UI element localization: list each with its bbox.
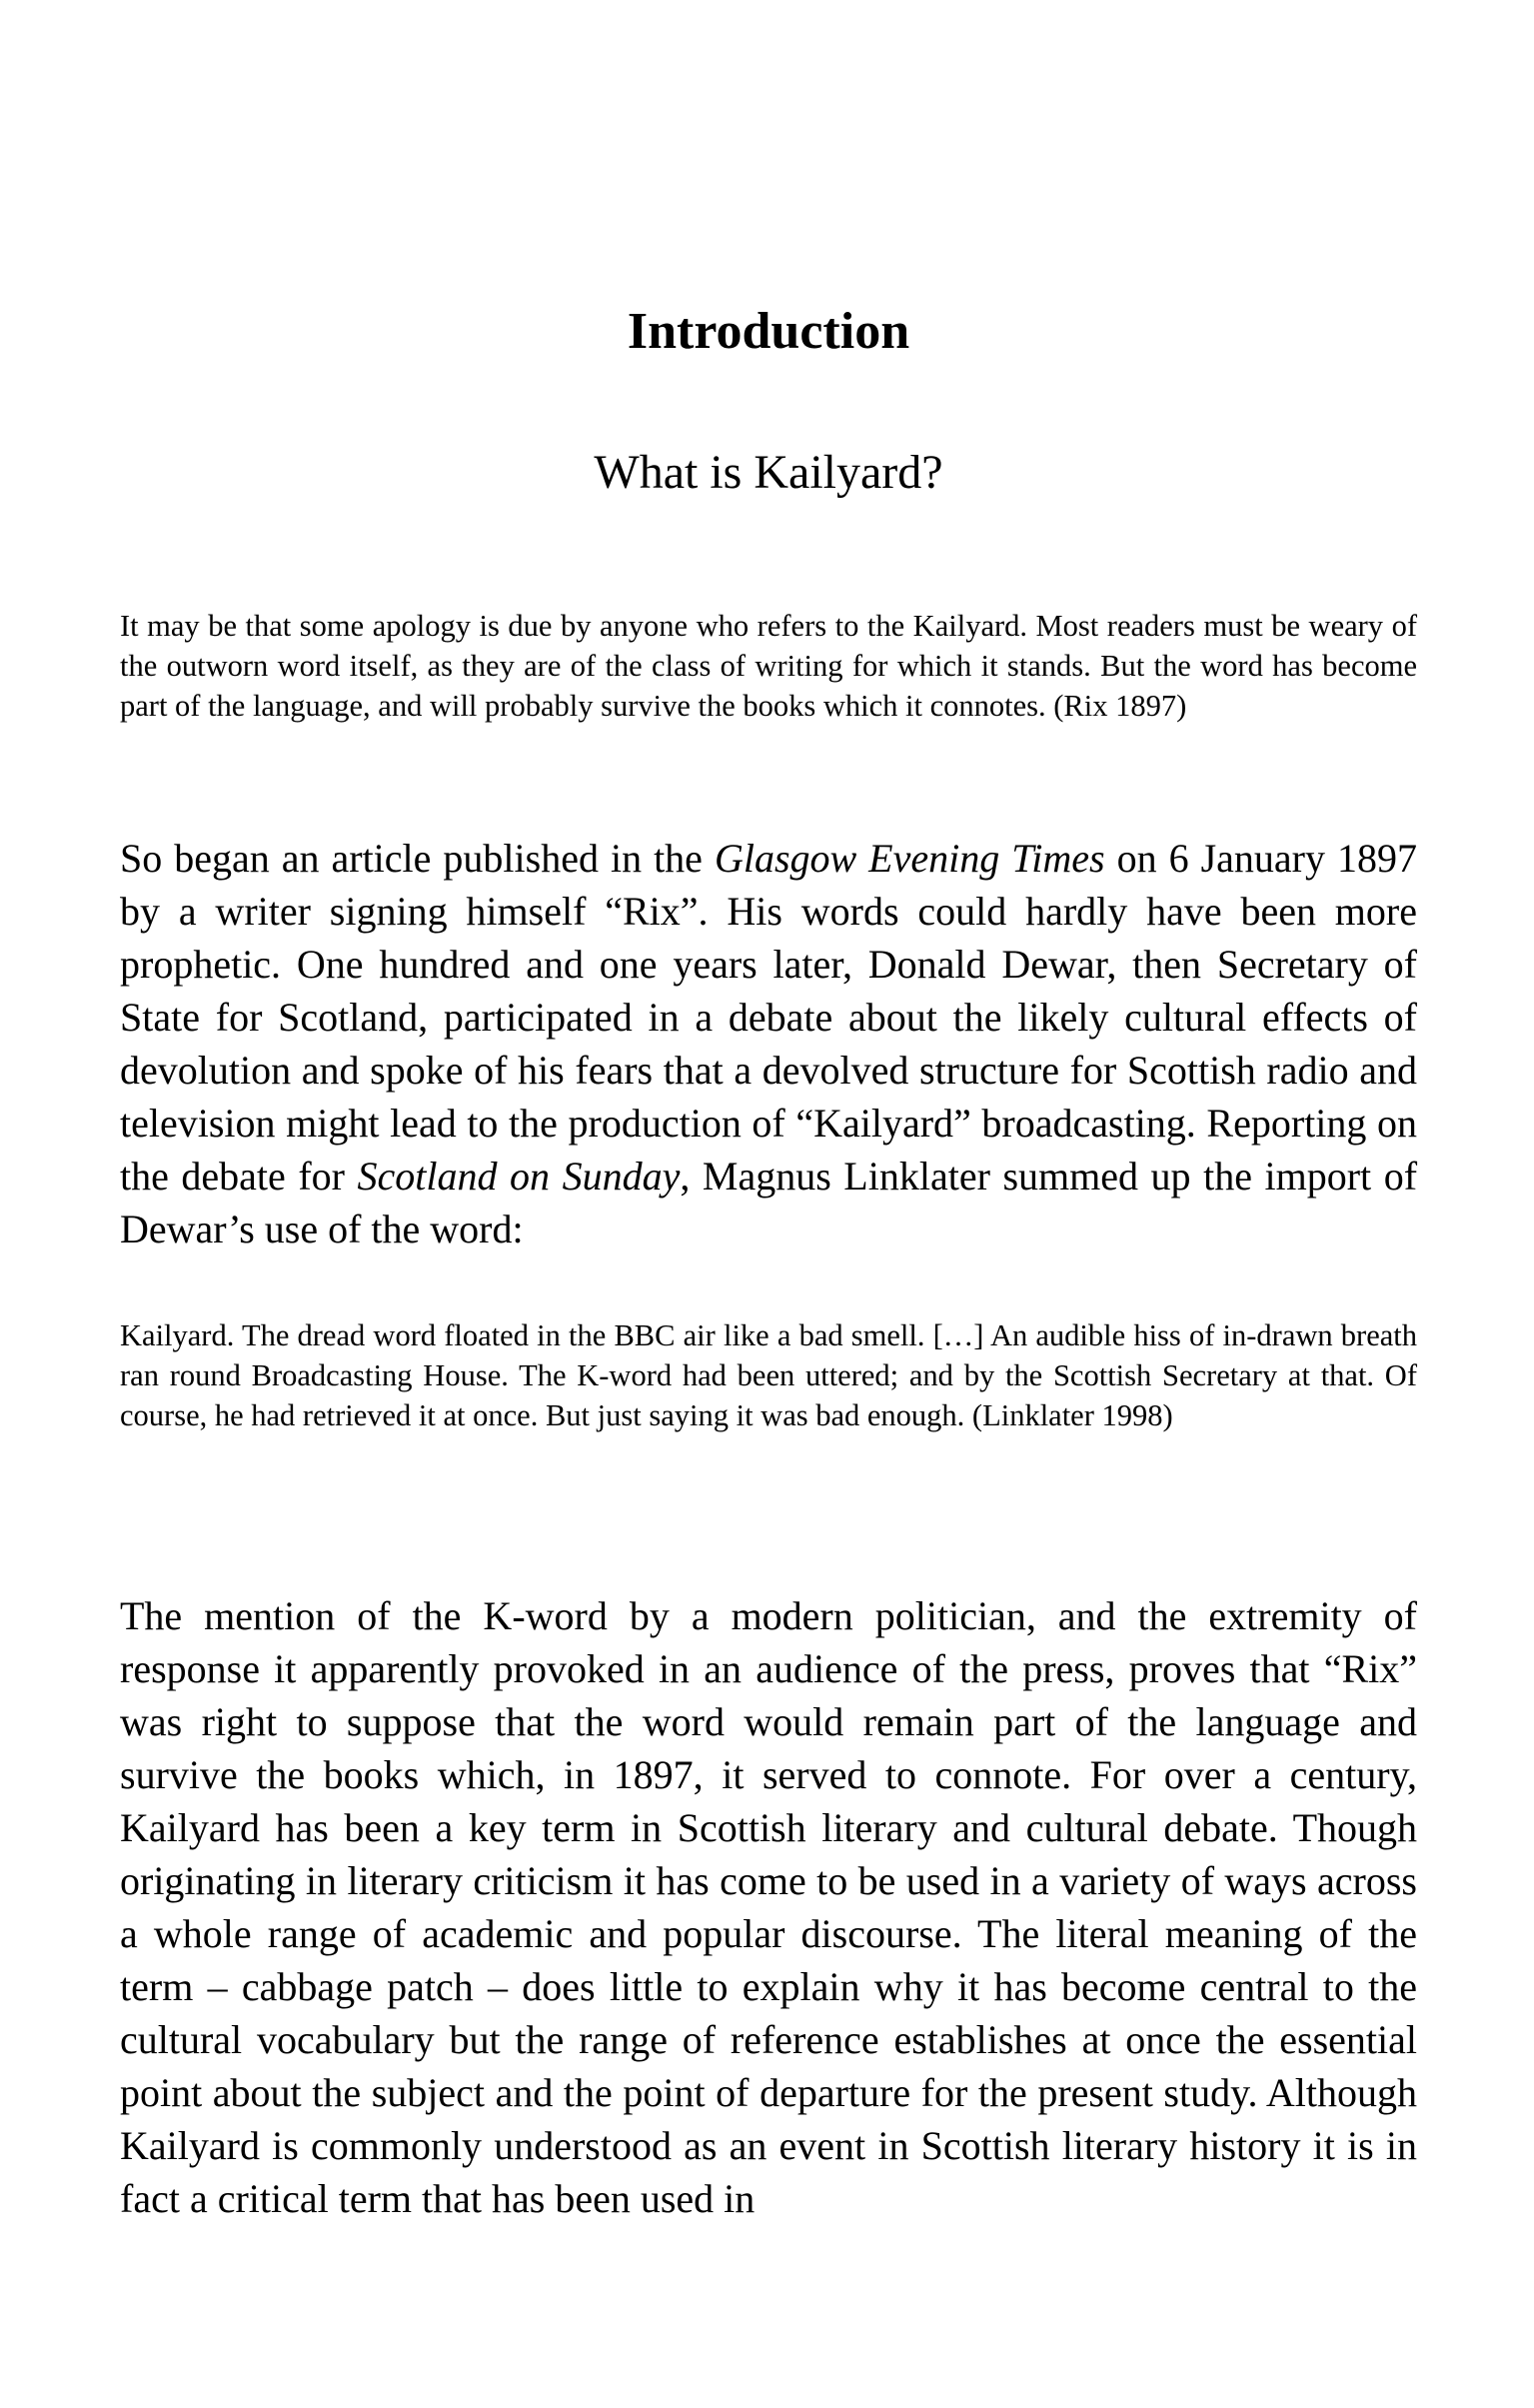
para1-text-a: So began an article published in the: [120, 836, 715, 881]
block-quote-linklater: Kailyard. The dread word floated in the BBC air like a bad smell. […] An audible hiss of in-drawn breath ran round Broadcasting House. The K-word had been uttered; and by the Scottish Secretary at that. Of course, he had retrieved it at once. But just saying it was bad enough. (Linklater 1998): [120, 1318, 1417, 1432]
para1-text-c: , Magnus Linklater summed up the import of Dewar’s use of the word:: [120, 1154, 1418, 1251]
newspaper-title-2: Scotland on Sunday: [357, 1154, 681, 1199]
body-paragraph-1: [120, 832, 1417, 1255]
chapter-subtitle: What is Kailyard?: [594, 446, 943, 499]
body-paragraph-2: The mention of the K-word by a modern politician, and the extremity of response it apparently provoked in an audience of the press, proves that “Rix” was right to suppose that the word would remain part of the language and survive the books which, in 1897, it served to connote. For over a century, Kailyard has been a key term in Scottish literary and cultural debate. Though originating in literary criticism it has come to be used in a variety of ways across a whole range of academic and popular discourse. The literal meaning of the term – cabbage patch – does little to explain why it has become central to the cultural vocabulary but the range of reference establishes at once the essential point about the subject and the point of departure for the present study. Although Kailyard is commonly understood as an event in Scottish literary history it is in fact a critical term that has been used in: [120, 1593, 1417, 2221]
newspaper-title: Glasgow Evening Times: [714, 836, 1105, 881]
block-quote-rix: It may be that some apology is due by anyone who refers to the Kailyard. Most readers must be weary of the outworn word itself, as they are of the class of writing for which it stands. But the word has become part of the language, and will probably survive the books which it connotes. (Rix 1897): [120, 609, 1417, 723]
chapter-title: Introduction: [627, 303, 910, 360]
book-page: [120, 0, 1417, 2408]
para1-text-b: on 6 January 1897 by a writer signing himself “Rix”. His words could hardly have been more prophetic. One hundred and one years later, Donald Dewar, then Secretary of State for Scotland, participated in a debate about the likely cultural effects of devolution and spoke of his fears that a devolved structure for Scottish radio and television might lead to the production of “Kailyard” broadcasting. Reporting on the debate for: [120, 836, 1417, 1199]
